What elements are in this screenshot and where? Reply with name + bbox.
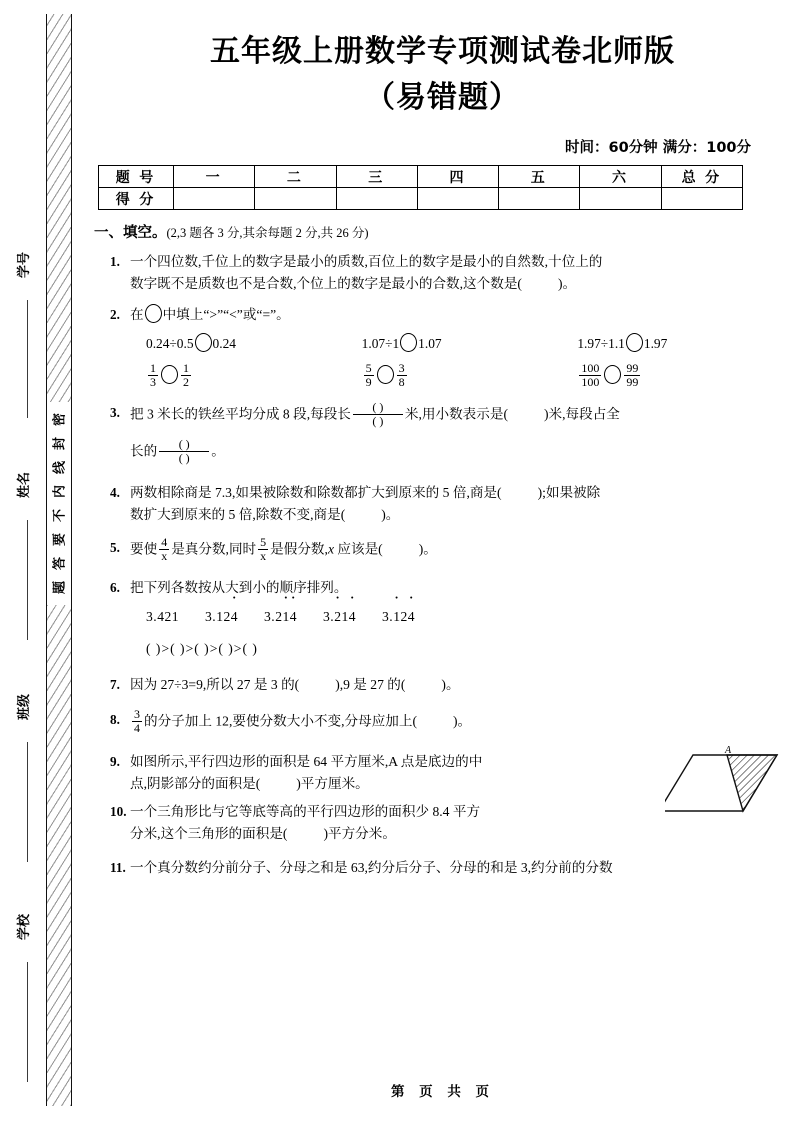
q2-f1-right-fraction bbox=[181, 362, 191, 389]
question-3-blank-fraction-2[interactable] bbox=[159, 438, 209, 465]
q2-f1-left-num: 1 bbox=[150, 361, 156, 375]
figure-point-label-a: A bbox=[725, 745, 732, 756]
q6-number-4 bbox=[323, 606, 356, 628]
page-title: 五年级上册数学专项测试卷北师版 bbox=[210, 34, 675, 69]
seal-char-3: 内 bbox=[51, 485, 67, 499]
q5-f1-den: x bbox=[161, 549, 168, 563]
page-footer: 第 页 共 页 bbox=[390, 1084, 495, 1100]
question-8-text-b: )。 bbox=[453, 713, 472, 729]
q6-n4-p3-repeating: 4 · bbox=[349, 606, 356, 628]
field-rule-school[interactable] bbox=[27, 962, 28, 1082]
question-5-fraction-1 bbox=[159, 536, 169, 563]
q2-d1-left: 0.24÷0.5 bbox=[146, 336, 194, 351]
question-8 bbox=[110, 709, 793, 736]
score-cell-3[interactable] bbox=[336, 188, 417, 210]
q6-n1-p0: 3.421 bbox=[146, 609, 180, 624]
q2-d2-left: 1.07÷1 bbox=[361, 336, 400, 351]
field-label-class-text: 班级 bbox=[16, 694, 31, 721]
score-table-row-header-number: 题 号 bbox=[99, 166, 174, 188]
q2-f3-left-fraction bbox=[579, 362, 601, 389]
score-table bbox=[98, 165, 743, 210]
q3-f1-den[interactable]: ( ) bbox=[353, 414, 403, 428]
q3-f2-num[interactable]: ( ) bbox=[178, 437, 190, 451]
q2-decimal-item-3 bbox=[577, 333, 793, 355]
question-3-text-d: 长的 bbox=[130, 443, 158, 459]
q2-d1-circle-icon[interactable] bbox=[195, 333, 212, 352]
question-5-text-a: 要使 bbox=[130, 541, 158, 557]
q2-f3-right-den: 99 bbox=[626, 375, 639, 389]
q6-n5-p1-repeating: 1 · bbox=[393, 606, 400, 628]
q3-f2-den[interactable]: ( ) bbox=[159, 451, 209, 465]
q6-n3-p1-repeating: 1 · bbox=[283, 606, 290, 628]
question-5-variable: x bbox=[327, 541, 334, 557]
question-11-number: 11. bbox=[110, 860, 126, 875]
seal-char-5: 要 bbox=[51, 533, 67, 547]
exam-meta: 时间：60分钟 满分：100分 bbox=[565, 140, 751, 156]
question-8-number: 8. bbox=[110, 712, 120, 727]
q2-f2-left-fraction bbox=[364, 362, 374, 389]
score-col-6: 六 bbox=[580, 166, 661, 188]
q2-fraction-item-3 bbox=[577, 363, 793, 390]
question-4-number: 4. bbox=[110, 485, 120, 500]
question-6-answer-row[interactable]: ( )>( )>( )>( )>( ) bbox=[146, 641, 258, 656]
score-cell-4[interactable] bbox=[417, 188, 498, 210]
score-cell-2[interactable] bbox=[255, 188, 336, 210]
seal-char-7: 题 bbox=[51, 581, 67, 595]
field-label-school-text: 学校 bbox=[16, 914, 31, 941]
q2-f1-left-den: 3 bbox=[150, 375, 156, 389]
question-7-number: 7. bbox=[110, 677, 120, 692]
question-4-line2 bbox=[130, 504, 793, 526]
question-2-text-b: 中填上“>”“<”或“=”。 bbox=[162, 307, 290, 322]
score-col-1: 一 bbox=[174, 166, 255, 188]
question-1 bbox=[110, 251, 793, 295]
q6-n3-p0: 3.2 bbox=[264, 609, 283, 624]
page-content bbox=[92, 0, 793, 1122]
question-10-number: 10. bbox=[110, 804, 127, 819]
section-label: 一、填空。 bbox=[94, 225, 167, 241]
question-10-line2 bbox=[130, 823, 665, 845]
seal-char-1: 封 bbox=[51, 437, 67, 451]
score-col-2: 二 bbox=[255, 166, 336, 188]
q2-d3-right: 1.97 bbox=[643, 336, 668, 351]
question-5-text-g: )。 bbox=[418, 541, 437, 557]
q2-f2-right-num: 3 bbox=[398, 361, 405, 375]
q6-n5-p3-repeating: 4 · bbox=[408, 606, 415, 628]
question-4-text-b: );如果被除 bbox=[537, 485, 601, 500]
field-label-class bbox=[6, 694, 42, 721]
question-6-text: 把下列各数按从大到小的顺序排列。 bbox=[130, 580, 348, 595]
field-rule-name[interactable] bbox=[27, 520, 28, 640]
score-cell-1[interactable] bbox=[174, 188, 255, 210]
question-5-fraction-2 bbox=[258, 536, 268, 563]
question-5 bbox=[110, 537, 793, 564]
q2-f2-right-den: 8 bbox=[398, 375, 405, 389]
q2-fraction-item-1 bbox=[146, 363, 362, 390]
question-2-decimal-row bbox=[146, 333, 793, 355]
q6-n5-p2: 2 bbox=[400, 609, 408, 624]
score-col-4: 四 bbox=[417, 166, 498, 188]
question-2-fraction-row bbox=[146, 363, 793, 390]
question-6-number: 6. bbox=[110, 580, 120, 595]
question-6-number-list bbox=[146, 606, 793, 628]
score-col-3: 三 bbox=[336, 166, 417, 188]
seal-char-4: 不 bbox=[51, 509, 67, 523]
q3-f1-num[interactable]: ( ) bbox=[372, 400, 384, 414]
q5-f2-den: x bbox=[260, 549, 267, 563]
question-1-line1: 一个四位数,千位上的数字是最小的质数,百位上的数字是最小的自然数,十位上的 bbox=[130, 254, 603, 269]
q8-f-num: 3 bbox=[134, 707, 140, 721]
question-1-line2-tail: )。 bbox=[557, 276, 577, 291]
q2-f2-left-num: 5 bbox=[365, 361, 372, 375]
q2-f2-right-fraction bbox=[397, 362, 407, 389]
sealed-line-sidebar bbox=[0, 0, 92, 1122]
question-1-line2 bbox=[130, 273, 793, 295]
question-11 bbox=[110, 857, 793, 879]
q2-f1-right-den: 2 bbox=[183, 375, 189, 389]
question-10-line1: 一个三角形比与它等底等高的平行四边形的面积少 8.4 平方 bbox=[130, 804, 481, 819]
seal-char-0: 密 bbox=[51, 413, 67, 427]
question-10-line2-tail: )平方分米。 bbox=[323, 826, 396, 841]
question-5-text-c: 是假分数, bbox=[270, 541, 328, 557]
question-9-line2-text: 点,阴影部分的面积是( bbox=[130, 776, 261, 791]
question-5-text-e: 应该是( bbox=[333, 541, 383, 557]
q2-d1-right: 0.24 bbox=[212, 336, 236, 351]
field-label-name-text: 姓名 bbox=[16, 472, 31, 499]
field-rule-class[interactable] bbox=[27, 742, 28, 862]
question-1-line2-text: 数字既不是质数也不是合数,个位上的数字是最小的合数,这个数是( bbox=[130, 276, 522, 291]
q2-d3-circle-icon[interactable] bbox=[626, 333, 643, 352]
q6-n5-p0: 3. bbox=[382, 609, 394, 624]
q2-f2-left-den: 9 bbox=[365, 375, 372, 389]
seal-char-6: 答 bbox=[51, 557, 67, 571]
question-10-line2-text: 分米,这个三角形的面积是( bbox=[130, 826, 288, 841]
question-9-number: 9. bbox=[110, 754, 120, 769]
q6-n4-p1-repeating: 2 · bbox=[334, 606, 341, 628]
question-7 bbox=[110, 674, 793, 696]
score-col-total: 总 分 bbox=[661, 166, 742, 188]
q2-f3-left-den: 100 bbox=[581, 375, 600, 389]
question-3-text-a: 把 3 米长的铁丝平均分成 8 段,每段长 bbox=[130, 406, 351, 422]
section-heading bbox=[94, 221, 793, 242]
question-9-line2-tail: )平方厘米。 bbox=[296, 776, 369, 791]
score-table-header-row bbox=[99, 166, 743, 188]
question-3-text-b: 米,用小数表示是( bbox=[404, 406, 508, 422]
question-3 bbox=[110, 402, 793, 466]
question-9-line1: 如图所示,平行四边形的面积是 64 平方厘米,A 点是底边的中 bbox=[130, 754, 483, 769]
question-9-line2 bbox=[130, 773, 665, 795]
question-8-text-a: 的分子加上 12,要使分数大小不变,分母应加上( bbox=[144, 713, 418, 729]
q2-f1-right-num: 1 bbox=[183, 361, 189, 375]
section-points: (2,3 题各 3 分,其余每题 2 分,共 26 分) bbox=[166, 226, 369, 240]
q5-f2-num: 5 bbox=[260, 535, 267, 549]
question-2-number: 2. bbox=[110, 307, 120, 322]
question-6 bbox=[110, 577, 793, 660]
score-cell-total[interactable] bbox=[661, 188, 742, 210]
q6-number-1 bbox=[146, 606, 179, 628]
question-3-line2 bbox=[130, 439, 793, 466]
q2-f3-right-fraction bbox=[624, 362, 640, 389]
field-rule-student-id[interactable] bbox=[27, 300, 28, 418]
score-col-5: 五 bbox=[499, 166, 580, 188]
field-label-student-id-text: 学号 bbox=[16, 252, 31, 279]
question-5-text-b: 是真分数,同时 bbox=[171, 541, 257, 557]
question-9 bbox=[110, 745, 793, 795]
q6-n2-p1-repeating: 4 · bbox=[231, 606, 238, 628]
q6-number-5 bbox=[382, 606, 415, 628]
q2-decimal-item-2 bbox=[362, 333, 578, 355]
question-2-text-a: 在 bbox=[130, 307, 144, 322]
seal-text-column bbox=[47, 402, 71, 605]
q2-f1-left-fraction bbox=[148, 362, 158, 389]
q2-f3-circle-icon[interactable] bbox=[604, 365, 621, 384]
score-cell-6[interactable] bbox=[580, 188, 661, 210]
field-label-name bbox=[6, 472, 42, 499]
question-3-blank-fraction-1[interactable] bbox=[353, 401, 403, 428]
question-5-number: 5. bbox=[110, 540, 120, 555]
q6-n2-p0: 3.12 bbox=[205, 609, 231, 624]
question-2 bbox=[110, 304, 793, 390]
question-11-line1: 一个真分数约分前分子、分母之和是 63,约分后分子、分母的和是 3,约分前的分数 bbox=[130, 860, 613, 875]
page-subtitle: （易错题） bbox=[365, 80, 520, 115]
question-4-text-d: )。 bbox=[381, 507, 400, 522]
q2-f2-circle-icon[interactable] bbox=[377, 365, 394, 384]
field-label-student-id bbox=[6, 252, 42, 279]
q2-d3-left: 1.97÷1.1 bbox=[577, 336, 625, 351]
seal-char-2: 线 bbox=[51, 461, 67, 475]
score-cell-5[interactable] bbox=[499, 188, 580, 210]
q2-f1-circle-icon[interactable] bbox=[161, 365, 178, 384]
q8-f-den: 4 bbox=[134, 721, 140, 735]
q2-fraction-item-2 bbox=[362, 363, 578, 390]
q6-n3-p2-repeating: 4 · bbox=[290, 606, 297, 628]
question-4-text-c: 数扩大到原来的 5 倍,除数不变,商是( bbox=[130, 507, 346, 522]
q2-decimal-item-1 bbox=[146, 333, 362, 355]
field-label-school bbox=[6, 914, 42, 941]
question-4-text-a: 两数相除商是 7.3,如果被除数和除数都扩大到原来的 5 倍,商是( bbox=[130, 485, 502, 500]
question-7-text-a: 因为 27÷3=9,所以 27 是 3 的( bbox=[130, 677, 300, 692]
q6-n4-p2: 1 bbox=[341, 609, 349, 624]
question-4 bbox=[110, 482, 793, 526]
q2-f3-right-num: 99 bbox=[626, 361, 639, 375]
score-table-value-row bbox=[99, 188, 743, 210]
question-8-fraction bbox=[132, 708, 142, 735]
score-table-row-header-score: 得 分 bbox=[99, 188, 174, 210]
question-3-text-c: )米,每段占全 bbox=[544, 406, 620, 422]
question-3-text-e: 。 bbox=[211, 443, 225, 459]
q5-f1-num: 4 bbox=[161, 535, 168, 549]
q2-d2-right: 1.07 bbox=[418, 336, 442, 351]
question-1-number: 1. bbox=[110, 254, 120, 269]
question-7-text-c: )。 bbox=[441, 677, 460, 692]
q6-number-2 bbox=[205, 606, 238, 628]
comparison-circle-icon[interactable] bbox=[145, 304, 162, 323]
question-7-text-b: ),9 是 27 的( bbox=[335, 677, 406, 692]
question-3-number: 3. bbox=[110, 405, 120, 420]
q2-f3-left-num: 100 bbox=[581, 361, 600, 375]
q2-d2-circle-icon[interactable] bbox=[400, 333, 417, 352]
q6-number-3 bbox=[264, 606, 297, 628]
question-10 bbox=[110, 801, 793, 845]
q6-n4-p0: 3. bbox=[323, 609, 335, 624]
